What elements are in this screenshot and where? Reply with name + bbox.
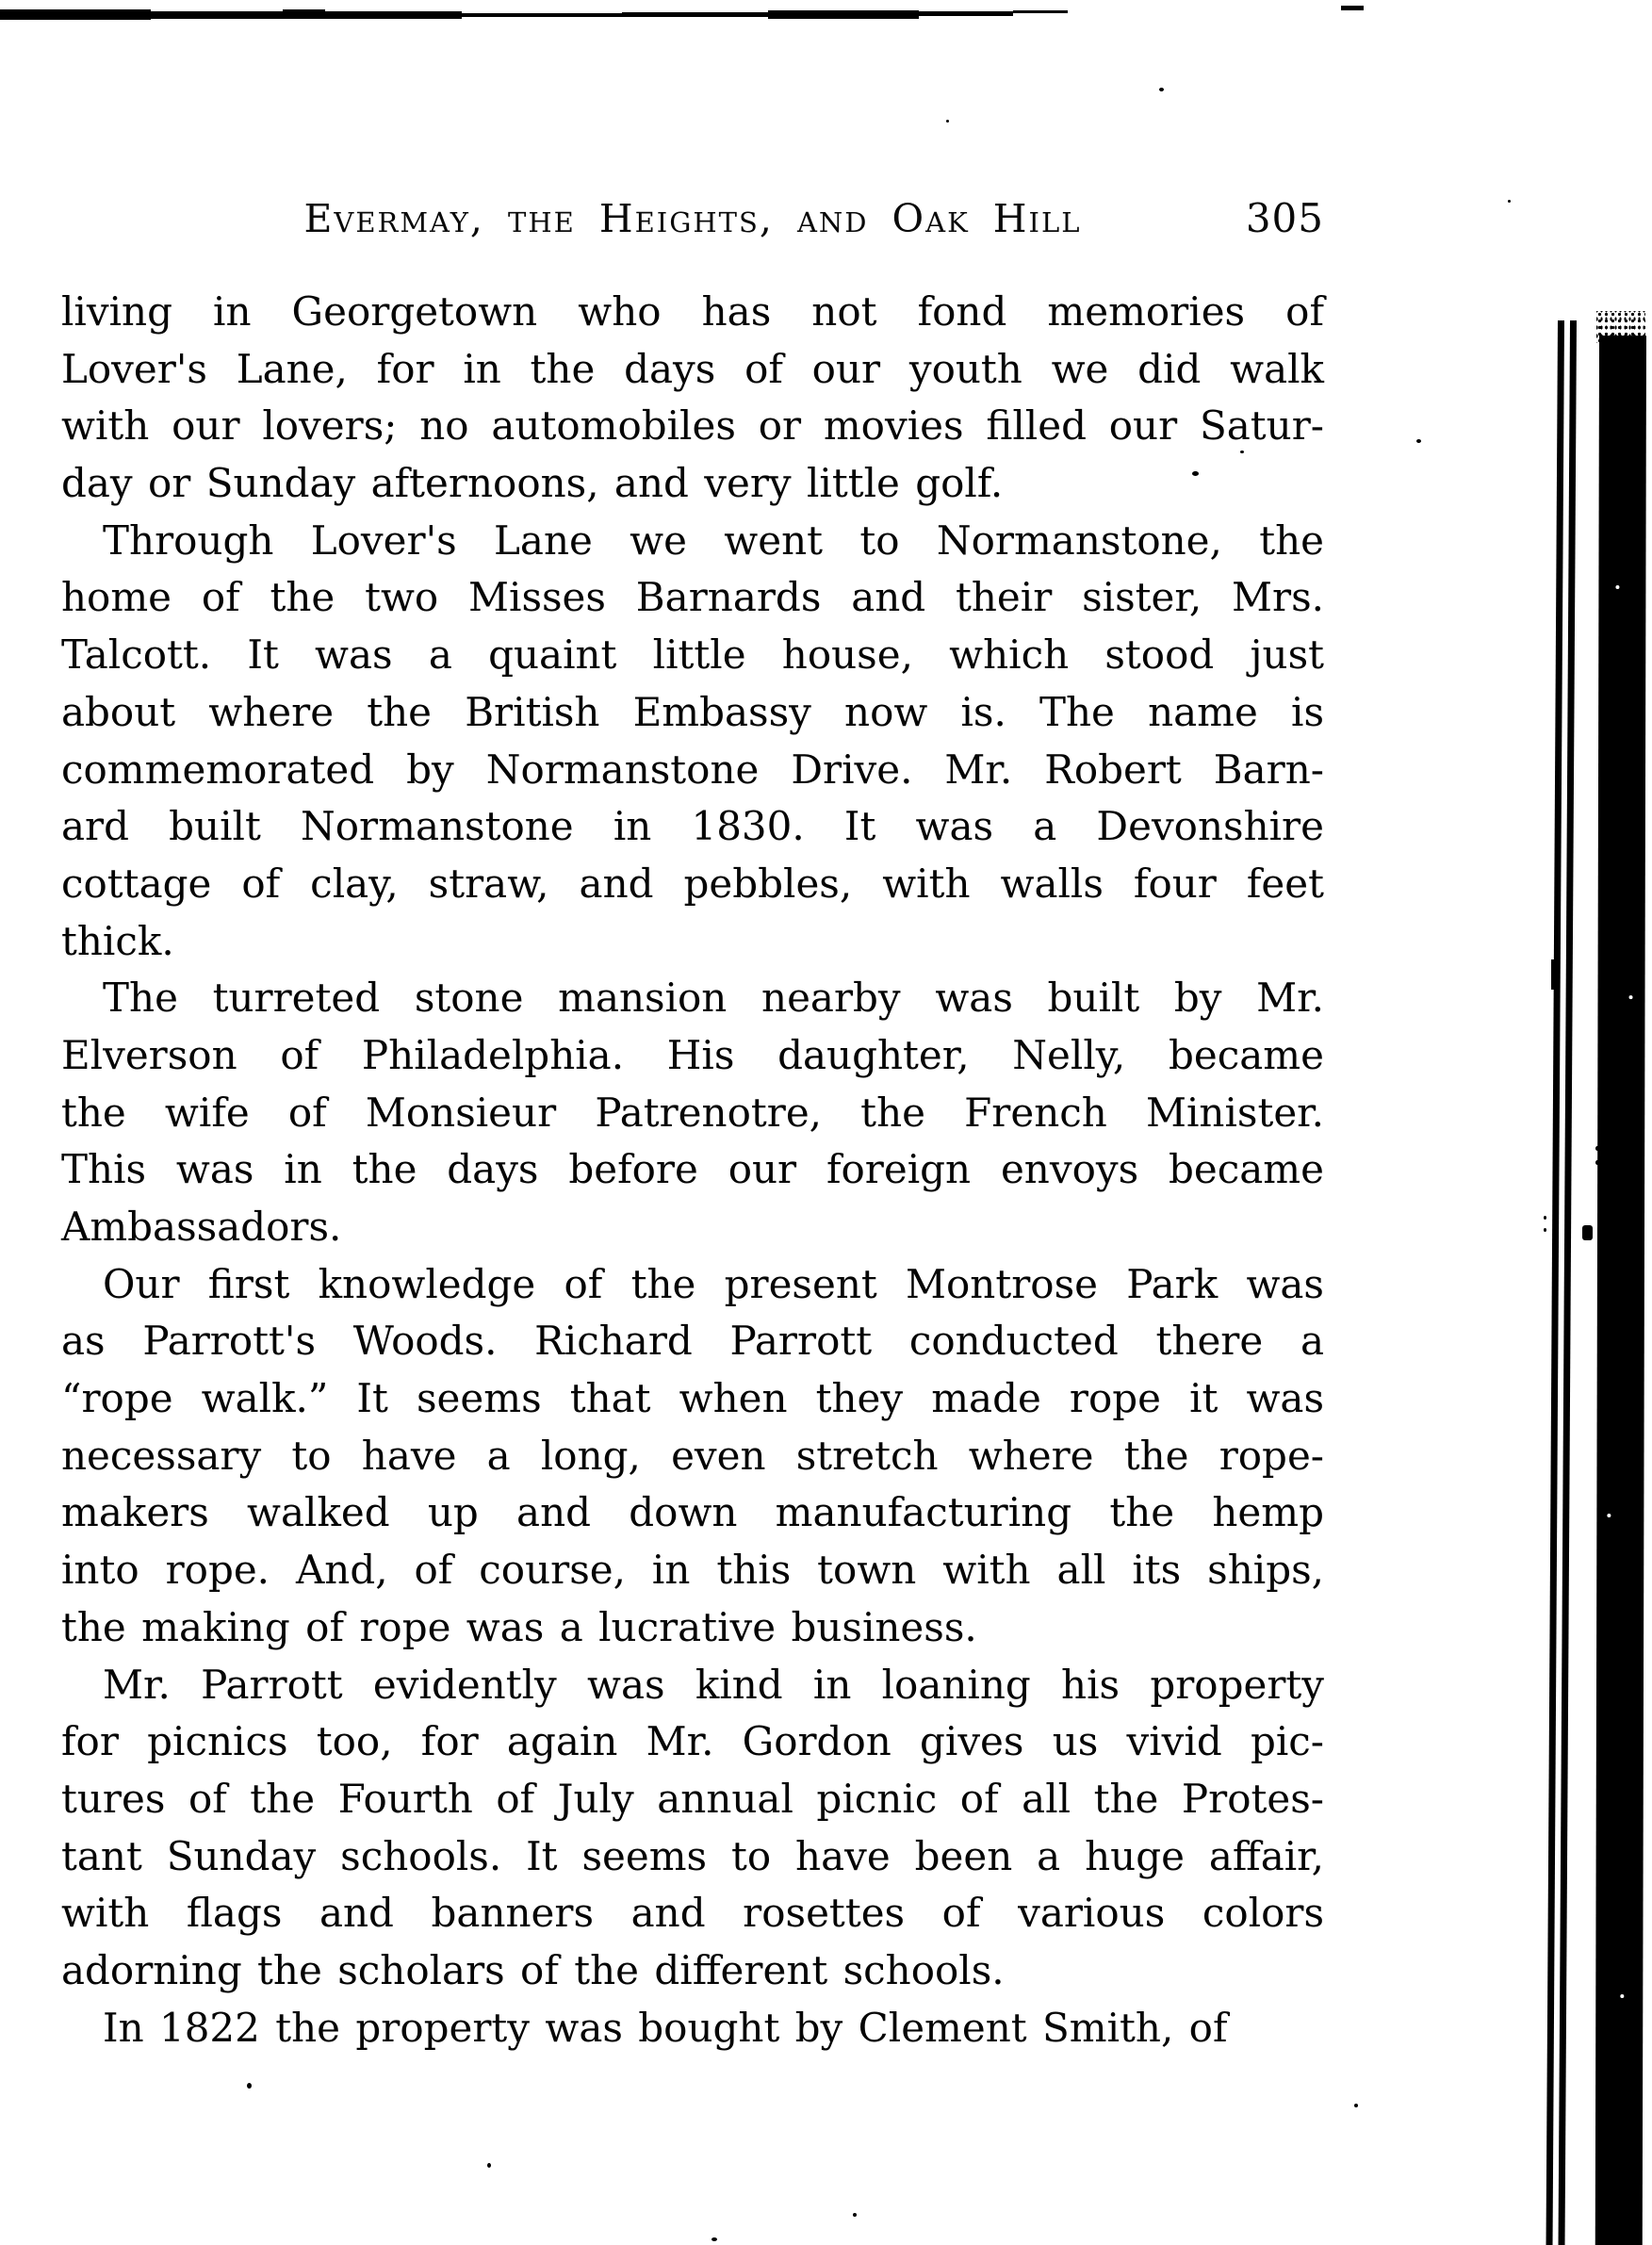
text-line: necessary to have a long, even stretch where the rope- (61, 1432, 1324, 1479)
body-text-block (61, 284, 1324, 2057)
text-line: commemorated by Normanstone Drive. Mr. Robert Barn- (61, 746, 1324, 793)
text-line: with flags and banners and rosettes of various colors (61, 1890, 1324, 1937)
ink-speck (1192, 471, 1199, 476)
ink-speck (1354, 2104, 1358, 2107)
text-line: “rope walk.” It seems that when they made rope it was (61, 1375, 1324, 1422)
text-line: Ambassadors. (61, 1204, 342, 1250)
text-line: In 1822 the property was bought by Clement Smith, of (103, 2004, 1228, 2051)
ink-speck (946, 120, 949, 123)
text-line: Through Lover's Lane we went to Normanstone, the (103, 516, 1324, 564)
scan-artifact-segment (919, 11, 1013, 16)
text-line: for picnics too, for again Mr. Gordon gives us vivid pic- (61, 1718, 1324, 1765)
text-line: day or Sunday afternoons, and very little golf. (61, 460, 1004, 507)
text-line: Mr. Parrott evidently was kind in loaning his property (103, 1661, 1324, 1708)
text-line: The turreted stone mansion nearby was built by Mr. (103, 975, 1324, 1022)
ink-speck (712, 2237, 717, 2241)
text-line: home of the two Misses Barnards and their sister, Mrs. (61, 574, 1324, 621)
scan-artifact-segment (622, 12, 768, 17)
ink-speck (1508, 200, 1511, 203)
text-line: the making of rope was a lucrative business. (61, 1603, 977, 1650)
ink-speck (1595, 1160, 1599, 1165)
text-line: This was in the days before our foreign envoys became (61, 1146, 1324, 1193)
scan-artifact-segment (0, 9, 151, 20)
ink-speck (247, 2083, 252, 2089)
text-line: the wife of Monsieur Patrenotre, the French Minister. (61, 1089, 1324, 1136)
ink-speck (1159, 88, 1164, 91)
margin-tick-mark (1551, 959, 1555, 990)
text-line: into rope. And, of course, in this town with all its ships, (61, 1547, 1324, 1594)
text-line: as Parrott's Woods. Richard Parrott conducted there a (61, 1318, 1324, 1365)
gutter-shadow-band (1595, 336, 1646, 2245)
text-line: tant Sunday schools. It seems to have been a huge affair, (61, 1832, 1324, 1879)
ink-speck (1595, 1146, 1599, 1151)
scan-artifact-dash (1341, 6, 1364, 10)
text-line: Elverson of Philadelphia. His daughter, Nelly, became (61, 1031, 1324, 1078)
scan-noise-speck (1629, 995, 1633, 999)
ink-speck (1240, 451, 1244, 453)
scan-artifact-segment (1013, 10, 1068, 13)
scan-noise-speck (1620, 1994, 1624, 1998)
text-line: Talcott. It was a quaint little house, which stood just (61, 631, 1324, 679)
text-line: Lover's Lane, for in the days of our youth we did walk (61, 345, 1324, 392)
text-line: makers walked up and down manufacturing the hemp (61, 1489, 1324, 1536)
text-line: about where the British Embassy now is. The name is (61, 688, 1324, 735)
ink-speck (853, 2213, 857, 2217)
scan-noise-speck (1607, 1514, 1611, 1517)
text-line: with our lovers; no automobiles or movies filled our Satur- (61, 402, 1324, 450)
scan-artifact-segment (283, 9, 325, 19)
text-line: tures of the Fourth of July annual picnic of all the Protes- (61, 1775, 1324, 1822)
text-line: adorning the scholars of the different schools. (61, 1946, 1005, 1993)
ink-blot (1582, 1225, 1593, 1240)
text-line: cottage of clay, straw, and pebbles, with walls four feet (61, 860, 1324, 907)
scan-artifact-segment (768, 10, 919, 19)
running-header-title: Evermay, the Heights, and Oak Hill (303, 196, 1082, 241)
ink-speck (1544, 1228, 1546, 1232)
ink-speck (487, 2163, 491, 2168)
scan-noise-speck (1615, 585, 1619, 589)
ink-speck (1416, 439, 1421, 443)
text-line: living in Georgetown who has not fond memories of (61, 288, 1324, 335)
scan-artifact-segment (462, 13, 622, 17)
page-number: 305 (1245, 195, 1324, 241)
ink-speck (1544, 1216, 1546, 1220)
text-line: thick. (61, 917, 174, 964)
text-line: Our first knowledge of the present Montrose Park was (103, 1260, 1324, 1307)
text-line: ard built Normanstone in 1830. It was a Devonshire (61, 803, 1324, 850)
